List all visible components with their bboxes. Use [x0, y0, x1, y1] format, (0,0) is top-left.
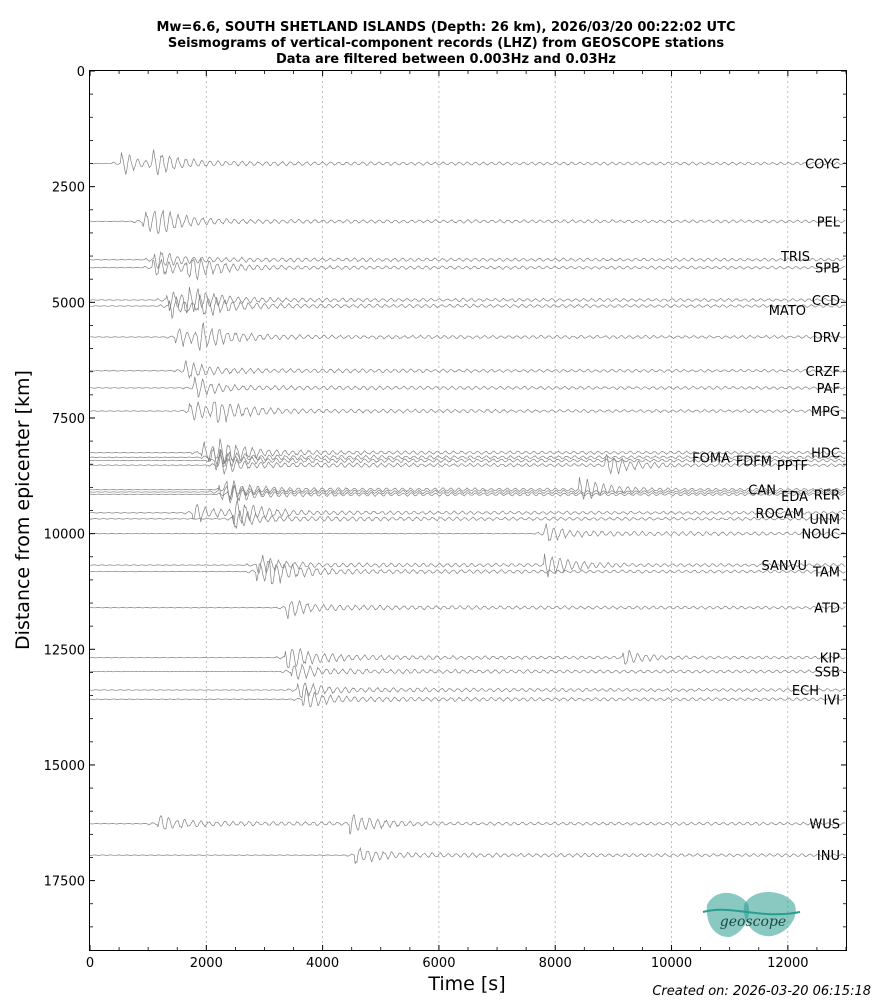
y-tick-label: 0 — [76, 65, 85, 80]
station-label-paf: PAF — [816, 381, 840, 397]
x-tick-label: 8000 — [538, 956, 572, 971]
station-label-pel: PEL — [816, 215, 840, 231]
station-label-ivi: IVI — [823, 693, 840, 709]
station-label-inu: INU — [816, 849, 840, 865]
station-label-mpg: MPG — [810, 405, 840, 421]
station-label-pptf: PPTF — [776, 459, 808, 475]
y-tick-label: 7500 — [51, 411, 85, 427]
station-label-spb: SPB — [814, 261, 840, 277]
y-tick-label: 2500 — [51, 180, 85, 196]
station-label-foma: FOMA — [692, 451, 730, 467]
station-label-fdfm: FDFM — [735, 454, 772, 470]
station-label-crzf: CRZF — [805, 364, 840, 380]
station-label-unm: UNM — [809, 512, 840, 528]
chart-title — [156, 20, 735, 67]
created-timestamp: Created on: 2026-03-20 06:15:18 — [652, 984, 871, 999]
station-label-rer: RER — [813, 488, 840, 504]
station-label-tam: TAM — [812, 565, 840, 581]
y-tick-label: 5000 — [51, 296, 85, 312]
station-label-tris: TRIS — [780, 249, 810, 265]
x-tick-label: 0 — [85, 956, 95, 971]
station-label-drv: DRV — [812, 331, 840, 347]
station-label-hdc: HDC — [811, 446, 840, 462]
x-axis-label: Time [s] — [428, 973, 506, 995]
station-label-atd: ATD — [814, 601, 840, 617]
x-tick-label: 12000 — [767, 956, 809, 971]
station-label-nouc: NOUC — [801, 527, 840, 543]
station-label-coyc: COYC — [805, 157, 840, 173]
x-tick-label: 6000 — [422, 956, 456, 971]
plot-area — [90, 71, 847, 951]
x-tick-label: 4000 — [306, 956, 340, 971]
station-label-sanvu: SANVU — [761, 559, 807, 575]
station-label-kip: KIP — [819, 651, 840, 667]
title-line-3: Data are filtered between 0.003Hz and 0.03Hz — [275, 52, 617, 67]
station-label-can: CAN — [748, 483, 776, 499]
logo-text: geoscope — [719, 914, 787, 930]
x-tick-label: 2000 — [189, 956, 223, 971]
y-axis-label: Distance from epicenter [km] — [12, 370, 34, 650]
x-tick-label: 10000 — [650, 956, 693, 971]
title-line-2: Seismograms of vertical-component records (LHZ) from GEOSCOPE stations — [167, 36, 725, 51]
station-label-wus: WUS — [809, 817, 840, 833]
station-label-ccd: CCD — [811, 294, 840, 310]
y-tick-label: 10000 — [43, 527, 85, 543]
station-label-ssb: SSB — [814, 665, 840, 681]
y-tick-label: 17500 — [43, 874, 85, 890]
station-label-mato: MATO — [768, 304, 806, 320]
station-label-eda: EDA — [781, 489, 808, 505]
station-label-ech: ECH — [791, 684, 819, 700]
station-label-rocam: ROCAM — [755, 506, 804, 522]
y-tick-label: 12500 — [43, 643, 85, 659]
y-tick-label: 15000 — [43, 758, 85, 774]
title-line-1: Mw=6.6, SOUTH SHETLAND ISLANDS (Depth: 26 km), 2026/03/20 00:22:02 UTC — [156, 20, 736, 35]
